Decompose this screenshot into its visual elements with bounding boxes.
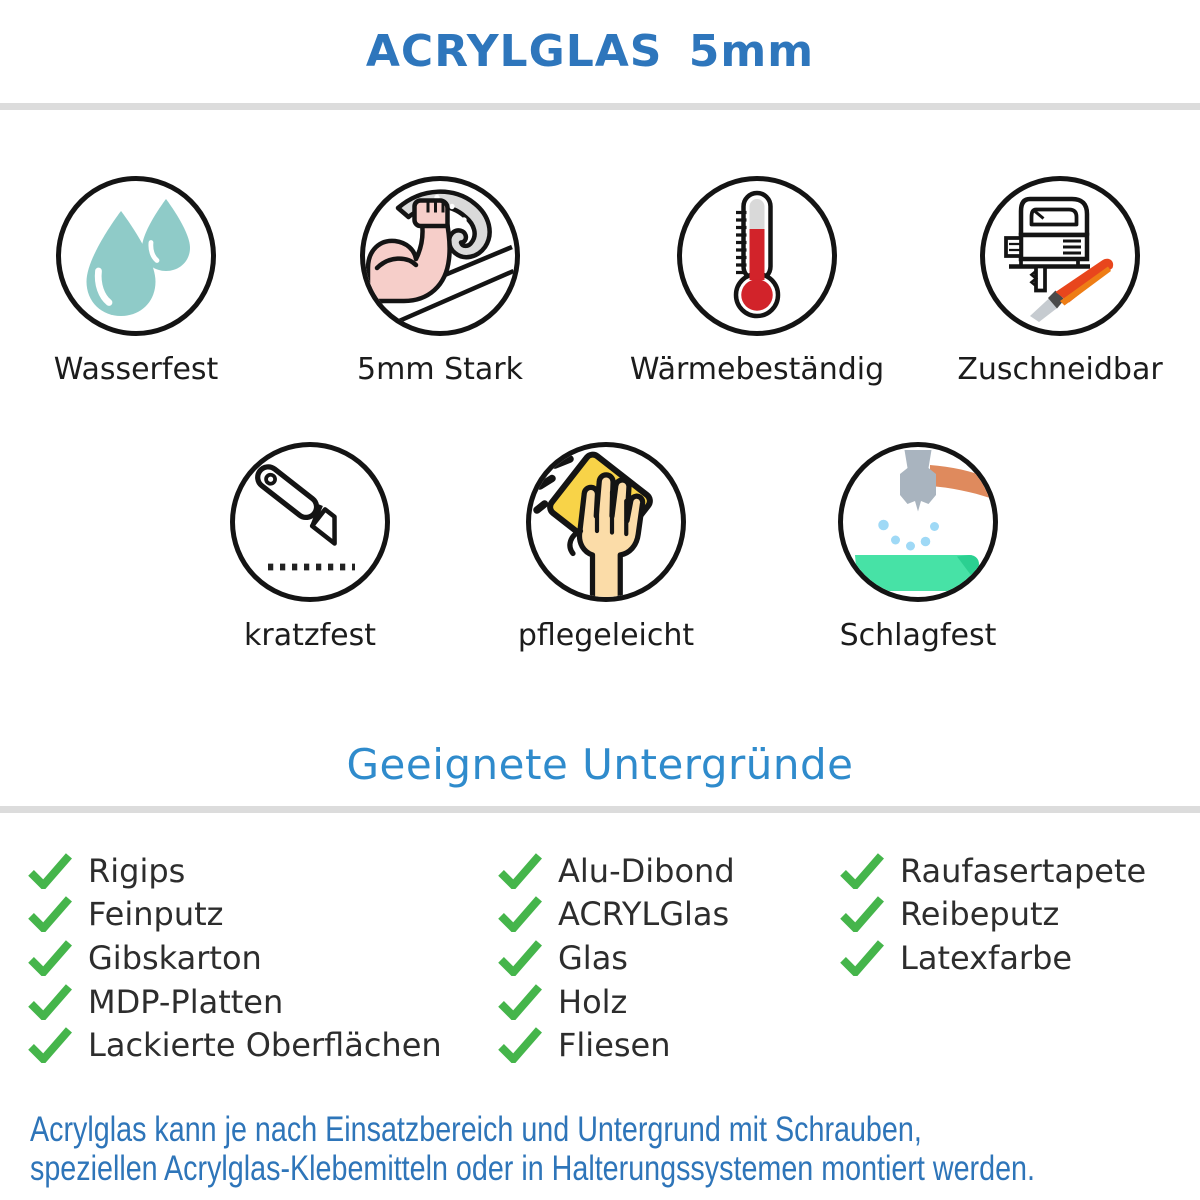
feature-label: Schlagfest <box>839 618 997 653</box>
feature-label: 5mm Stark <box>357 352 523 387</box>
substrate-label: Alu-Dibond <box>558 851 735 890</box>
substrate-label: Rigips <box>88 851 186 890</box>
substrate-item <box>28 1023 442 1067</box>
check-icon <box>28 853 72 889</box>
substrate-item <box>840 849 1146 893</box>
substrate-item <box>498 893 735 937</box>
substrate-label: Gibskarton <box>88 938 262 977</box>
substrate-label: Holz <box>558 982 628 1021</box>
substrate-label: Fliesen <box>558 1026 671 1065</box>
hammer-impact-icon <box>838 442 998 602</box>
mounting-note <box>30 1110 1200 1188</box>
page-title: ACRYLGLAS 5mm <box>365 26 815 77</box>
feature-label: pflegeleicht <box>517 618 695 653</box>
substrate-item <box>840 893 1146 937</box>
feature-cuttable <box>920 176 1200 387</box>
substrate-label: Latexfarbe <box>900 938 1073 977</box>
feature-scratch-proof <box>170 442 450 653</box>
substrate-label: Raufasertapete <box>900 851 1147 890</box>
cleaning-hand-icon <box>526 442 686 602</box>
substrate-item <box>28 936 442 980</box>
substrate-item <box>498 980 735 1024</box>
substrate-item <box>498 849 735 893</box>
feature-label: Zuschneidbar <box>957 352 1163 387</box>
substrate-label: Lackierte Oberflächen <box>88 1026 442 1065</box>
check-icon <box>28 1027 72 1063</box>
substrate-label: Feinputz <box>88 895 224 934</box>
check-icon <box>498 1027 542 1063</box>
substrate-item <box>28 849 442 893</box>
substrate-item <box>498 936 735 980</box>
feature-label: Wärmebeständig <box>629 352 885 387</box>
check-icon <box>840 853 884 889</box>
substrate-label: ACRYLGlas <box>558 895 730 934</box>
feature-heat-resistant <box>617 176 897 387</box>
check-icon <box>498 984 542 1020</box>
check-icon <box>840 896 884 932</box>
divider-middle <box>0 806 1200 813</box>
water-drops-icon <box>56 176 216 336</box>
thermometer-icon <box>677 176 837 336</box>
jigsaw-cutter-icon <box>980 176 1140 336</box>
substrate-item <box>28 893 442 937</box>
substrate-label: MDP-Platten <box>88 982 284 1021</box>
feature-label: Wasserfest <box>53 352 219 387</box>
feature-impact-resistant <box>778 442 1058 653</box>
muscle-arm-icon <box>360 176 520 336</box>
check-icon <box>28 896 72 932</box>
substrate-label: Reibeputz <box>900 895 1060 934</box>
feature-waterproof <box>0 176 276 387</box>
substrate-item <box>498 1023 735 1067</box>
substrates-column-1 <box>28 849 442 1067</box>
mounting-note-line-2: speziellen Acrylglas-Klebemitteln oder in Halterungssystemen montiert werden. <box>30 1149 1035 1188</box>
feature-5mm-thick <box>300 176 580 387</box>
utility-knife-icon <box>230 442 390 602</box>
divider-top <box>0 103 1200 110</box>
substrates-column-3 <box>840 849 1146 980</box>
substrate-item <box>28 980 442 1024</box>
feature-easy-care <box>466 442 746 653</box>
check-icon <box>28 984 72 1020</box>
check-icon <box>840 940 884 976</box>
substrate-label: Glas <box>558 938 628 977</box>
feature-label: kratzfest <box>243 618 376 653</box>
substrate-item <box>840 936 1146 980</box>
check-icon <box>498 896 542 932</box>
check-icon <box>28 940 72 976</box>
mounting-note-line-1: Acrylglas kann je nach Einsatzbereich und Untergrund mit Schrauben, <box>30 1110 922 1149</box>
check-icon <box>498 853 542 889</box>
check-icon <box>498 940 542 976</box>
section-title-substrates: Geeignete Untergründe <box>346 740 854 789</box>
substrates-column-2 <box>498 849 735 1067</box>
